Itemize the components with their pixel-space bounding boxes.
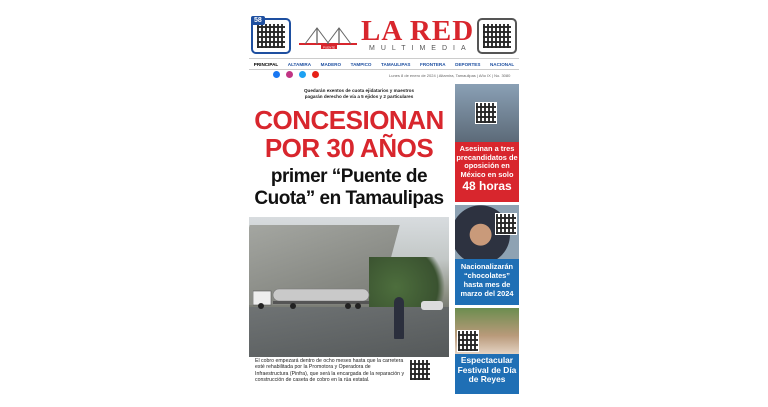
nav-item-altamira[interactable]: ALTAMIRA bbox=[287, 61, 312, 67]
kicker-line-1: Quedarán exentos de cuota ejidatarios y maestros bbox=[303, 88, 415, 93]
side-story-2-image bbox=[455, 205, 519, 259]
photo-car bbox=[421, 301, 443, 310]
masthead bbox=[249, 14, 519, 60]
qr-code-side-3[interactable] bbox=[457, 330, 479, 352]
twitter-icon[interactable] bbox=[299, 71, 306, 78]
instagram-icon[interactable] bbox=[286, 71, 293, 78]
nav-item-madero[interactable]: MADERO bbox=[320, 61, 342, 67]
kicker bbox=[279, 88, 439, 100]
main-photo[interactable] bbox=[249, 217, 449, 357]
dateline: Lunes 8 de enero de 2024 | Altamira, Tamaulipas | Año IX | No. 3080 bbox=[389, 73, 511, 78]
subhead-line-2: Cuota” en Tamaulipas bbox=[254, 188, 444, 209]
headline-line-1: CONCESIONAN bbox=[254, 105, 444, 135]
subhead-line-1: primer “Puente de bbox=[270, 166, 428, 187]
bridge-label: PUENTE bbox=[323, 45, 336, 50]
facebook-icon[interactable] bbox=[273, 71, 280, 78]
main-headline[interactable] bbox=[249, 106, 449, 162]
side-story-1-image bbox=[455, 84, 519, 142]
nav-item-principal[interactable]: PRINCIPAL bbox=[253, 61, 279, 67]
photo-caption: El cobro empezará dentro de ocho meses hasta que la carretera esté rehabilitada por la Promotora y Operadora de Infraestructura (Pinfra), que será la encargada de la reparación y construcción de caseta de cobro en la rúa estatal. bbox=[255, 358, 405, 383]
truck-icon bbox=[253, 287, 373, 309]
nav-item-tampico[interactable]: TAMPICO bbox=[350, 61, 372, 67]
nav-item-nacional[interactable]: NACIONAL bbox=[489, 61, 515, 67]
headline-line-2: POR 30 AÑOS bbox=[264, 133, 434, 163]
photo-person bbox=[394, 297, 404, 339]
logo-text: LA RED bbox=[361, 15, 475, 47]
kicker-line-2: pagarán derecho de vía a 5 ejidos y 2 particulares bbox=[304, 94, 414, 99]
nav-item-tamaulipas[interactable]: TAMAULIPAS bbox=[381, 61, 411, 67]
side-story-3[interactable] bbox=[455, 308, 519, 394]
qr-code-main[interactable] bbox=[409, 359, 431, 381]
logo-subtitle: MULTIMEDIA bbox=[369, 45, 472, 52]
photo-road bbox=[249, 307, 449, 357]
side-story-2-text: Nacionalizarán “chocolates” hasta mes de marzo del 2024 bbox=[455, 259, 519, 305]
photo-trees bbox=[369, 257, 449, 307]
nav-item-deportes[interactable]: DEPORTES bbox=[455, 61, 481, 67]
side-story-1-text: Asesinan a tres precandidatos de oposición en México en solo bbox=[456, 144, 518, 179]
main-subheadline bbox=[249, 166, 449, 210]
side-story-2[interactable] bbox=[455, 205, 519, 305]
qr-code-side-2[interactable] bbox=[495, 213, 517, 235]
side-story-1[interactable] bbox=[455, 84, 519, 202]
side-story-3-text: Espectacular Festival de Día de Reyes bbox=[455, 354, 519, 394]
qr-code-side-1[interactable] bbox=[475, 102, 497, 124]
side-story-1-highlight: 48 horas bbox=[462, 179, 512, 194]
section-nav bbox=[249, 58, 519, 70]
nav-item-frontera[interactable]: FRONTERA bbox=[420, 61, 446, 67]
social-links bbox=[273, 71, 319, 78]
youtube-icon[interactable] bbox=[312, 71, 319, 78]
side-story-3-image bbox=[455, 308, 519, 354]
newspaper-front-page bbox=[249, 14, 519, 394]
qr-code-right[interactable] bbox=[477, 18, 517, 54]
bridge-logo-icon bbox=[297, 22, 359, 52]
edition-badge: 58 bbox=[251, 16, 265, 25]
